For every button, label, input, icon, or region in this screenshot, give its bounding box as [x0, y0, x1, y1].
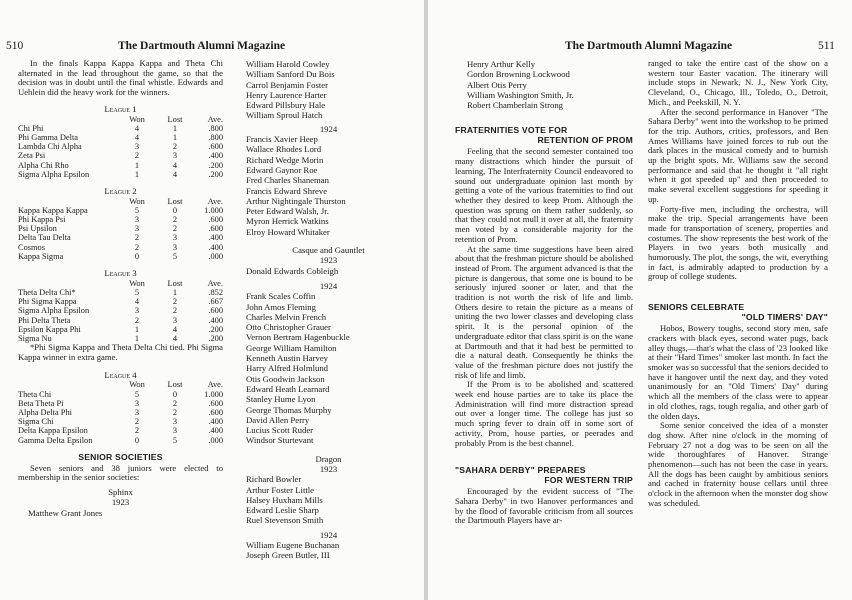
average: .200 [208, 333, 223, 343]
table-row [18, 252, 223, 261]
won-count: 3 [134, 215, 140, 225]
won-count: 0 [134, 251, 140, 261]
league-table [18, 115, 223, 179]
member-name: William Sproul Hatch [246, 110, 323, 121]
won-count: 2 [134, 233, 140, 243]
seniors-paragraph-2: Some senior conceived the idea of a monster dog show. After nine o'clock in the morning of February 27 not a dog was to be seen on all the wide thoroughfares of Hanover. Strange phenomenon—such has not been the case in years. All the dogs has been caught by ambitious seniors and cached in fraternity house cellars until three o'clock in the afternoon when the monster dog show was scheduled. [648, 420, 828, 508]
column-header: Won [129, 278, 145, 288]
dragon-year-1924: 1924 [319, 529, 338, 540]
member-name: Gordon Browning Lockwood [467, 69, 570, 80]
won-count: 3 [134, 306, 140, 316]
lost-count: 2 [172, 306, 178, 316]
team-name: Gamma Delta Epsilon [18, 435, 93, 445]
seniors-heading-line-1: SENIORS CELEBRATE [648, 302, 745, 313]
lost-count: 4 [172, 324, 178, 334]
team-name: Alpha Delta Phi [18, 407, 72, 417]
lost-count: 2 [172, 224, 178, 234]
table-row [18, 436, 223, 445]
member-name: Henry Arthur Kelly [467, 59, 536, 69]
member-name: Fred Charles Shaneman [246, 175, 329, 186]
left-column-1 [18, 59, 223, 518]
team-name: Sigma Alpha Epsilon [18, 169, 90, 179]
average: .400 [208, 417, 223, 427]
lost-count: 3 [172, 151, 178, 161]
table-row [18, 133, 223, 142]
won-count: 5 [134, 389, 140, 399]
average: 1.000 [204, 389, 223, 399]
sphinx-title: Sphinx [108, 487, 133, 498]
lost-count: 4 [172, 333, 178, 343]
right-column-1 [455, 59, 633, 526]
member-name: Albert Otis Perry [467, 79, 527, 90]
won-count: 2 [134, 242, 140, 252]
right-column-2 [648, 59, 828, 509]
league-title: League 4 [104, 369, 137, 380]
senior-societies-paragraph: Seven seniors and 38 juniors were elected to membership in the senior societies: [18, 462, 223, 483]
won-count: 1 [134, 333, 140, 343]
lost-count: 1 [172, 132, 178, 142]
prom-paragraph-2: At the same time suggestions have been aired about that the freshman picture should be abolished instead of Prom. The argument advanced is that the picture is dangerous, that some one is bound to be seriously injured sooner or later, and that the tradition is not worth the risk of life and limb. Others desire to retain the picture as a means of uniting the two lower classes and developing class spirit. It is the personal opinion of the undergraduate editor that class spirit is on the wane at Dartmouth and that it had best be permitted to die a natural death. Consequently he thinks the value of the freshman picture does not justify the risk of life and limb. [455, 243, 633, 380]
table-row [18, 325, 223, 334]
lost-count: 3 [172, 315, 178, 325]
average: .200 [208, 169, 223, 179]
team-name: Delta Tau Delta [18, 233, 71, 243]
column-header: Ave. [207, 278, 223, 288]
won-count: 1 [134, 324, 140, 334]
won-count: 5 [134, 205, 140, 215]
lost-count: 1 [172, 287, 178, 297]
team-name: Phi Gamma Delta [18, 132, 79, 142]
won-count: 1 [134, 160, 140, 170]
team-name: Chi Phi [18, 123, 44, 133]
member-name: Peter Edward Walsh, Jr. [246, 206, 329, 217]
won-count: 1 [134, 169, 140, 179]
table-row [18, 124, 223, 133]
average: .400 [208, 151, 223, 161]
casque-year-1923: 1923 [319, 255, 338, 266]
lost-count: 2 [172, 142, 178, 152]
column-header: Lost [167, 196, 183, 206]
member-name: Henry Laurence Harter [246, 89, 327, 100]
member-name: Harry Alfred Holmlund [246, 363, 329, 374]
member-name: Edward Gaynor Roe [246, 164, 318, 175]
sphinx-year-1923: 1923 [111, 497, 130, 508]
won-count: 2 [134, 151, 140, 161]
lost-count: 0 [172, 205, 178, 215]
team-name: Psi Upsilon [18, 224, 57, 234]
table-row [18, 243, 223, 252]
league-title: League 2 [104, 185, 137, 196]
lost-count: 5 [172, 251, 178, 261]
table-row [18, 306, 223, 315]
team-name: Phi Delta Theta [18, 315, 71, 325]
column-header: Ave. [207, 196, 223, 206]
member-name: Elroy Howard Whitaker [246, 226, 330, 237]
member-name: Ruel Stevenson Smith [246, 515, 324, 526]
league-standings [18, 105, 223, 445]
member-name: Wallace Rhodes Lord [246, 144, 322, 155]
league-title: League 1 [104, 103, 137, 114]
lost-count: 4 [172, 160, 178, 170]
table-row [18, 215, 223, 224]
average: .200 [208, 324, 223, 334]
table-row [18, 316, 223, 325]
table-row [18, 297, 223, 306]
right-running-head: The Dartmouth Alumni Magazine [565, 40, 733, 52]
average: .200 [208, 160, 223, 170]
prom-paragraph-1: Feeling that the second semester contained too many distractions which hinder the pursuit of learning, The Interfraternity Council endeavored to sound out undergraduate opinion last month by getting a vote of the various fraternities to find out whether they desired to keep Prom. Although the question was sprung on them rather suddenly, so that they could not mull it over at all, the fraternity men voted by a considerable majority for the retention of Prom. [455, 146, 633, 244]
team-column-header [18, 380, 118, 389]
member-name: Lucius Scott Ruder [246, 425, 314, 436]
average: .400 [208, 242, 223, 252]
league-header-row [18, 380, 223, 389]
won-count: 3 [134, 142, 140, 152]
member-name: Otto Christopher Grauer [246, 322, 331, 333]
member-name: Vernon Bertram Hagenbuckle [246, 332, 350, 343]
won-count: 2 [134, 417, 140, 427]
lost-count: 2 [172, 215, 178, 225]
league-header-row [18, 197, 223, 206]
member-name: Carrol Benjamin Foster [246, 79, 329, 90]
member-name: Edward Pillsbury Hale [246, 100, 326, 111]
average: .000 [208, 251, 223, 261]
member-name: Charles Melvin French [246, 311, 327, 322]
won-count: 5 [134, 287, 140, 297]
casque-1924-list [246, 291, 411, 445]
sphinx-1924-list [246, 134, 411, 237]
team-name: Phi Sigma Kappa [18, 297, 77, 307]
team-name: Sigma Alpha Epsilon [18, 306, 90, 316]
dragon-year-1923: 1923 [319, 463, 338, 474]
won-count: 4 [134, 297, 140, 307]
derby-paragraph-3: Forty-five men, including the orchestra, will make the trip. Special arrangements have been made for transportation of scenery, properties and costumes. The show represents the best work of the Players in two years both musically and humorously. The plot, the songs, the wit, everything in fact, is admirably adapted to production by a group of college students. [648, 203, 828, 282]
seniors-heading-line-2: "OLD TIMERS' DAY" [741, 312, 828, 323]
member-name: Myron Herrick Watkins [246, 216, 329, 227]
member-name: Richard Wedge Morin [246, 154, 324, 165]
team-name: Sigma Nu [18, 333, 52, 343]
member-name: Francis Edward Shreve [246, 185, 328, 196]
average: .400 [208, 426, 223, 436]
won-count: 3 [134, 398, 140, 408]
member-name: Windsor Sturtevant [246, 435, 314, 446]
lost-count: 3 [172, 233, 178, 243]
member-name: Arthur Nightingale Thurston [246, 195, 346, 206]
team-name: Cosmos [18, 242, 45, 252]
table-row [18, 161, 223, 170]
table-row [18, 390, 223, 399]
dragon-1924-list [246, 540, 411, 561]
team-name: Beta Theta Pi [18, 398, 64, 408]
lost-count: 3 [172, 426, 178, 436]
average: .400 [208, 233, 223, 243]
column-header: Won [129, 114, 145, 124]
team-name: Delta Kappa Epsilon [18, 426, 88, 436]
member-name: David Allen Perry [246, 414, 310, 425]
dragon-title: Dragon [315, 453, 342, 464]
derby-paragraph-2: After the second performance in Hanover "The Sahara Derby" went into the workshop to be primed for the trip. Authors, critics, professors, and Ben Ames Williams have joined forces to rub out the dark places in the musical comedy and to burnish up the bright spots. Mr. Williams saw the second performance and said that he thought it "all right when it got speeded up" and then proceeded to make several excellent suggestions for speeding it up. [648, 106, 828, 204]
table-row [18, 142, 223, 151]
dragon-1923-list [246, 474, 411, 525]
team-column-header [18, 115, 118, 124]
derby-heading-line-2: FOR WESTERN TRIP [544, 475, 633, 486]
member-name: William Eugene Buchanan [246, 540, 340, 551]
member-name: Donald Edwards Cobleigh [246, 265, 339, 276]
table-row [18, 151, 223, 160]
won-count: 2 [134, 426, 140, 436]
table-row [18, 233, 223, 242]
member-name: Joseph Green Butler, III [246, 550, 330, 561]
average: .600 [208, 224, 223, 234]
column-header: Won [129, 380, 145, 390]
average: .800 [208, 132, 223, 142]
league-table [18, 197, 223, 261]
member-name: George Thomas Murphy [246, 404, 332, 415]
derby-heading-line-1: "SAHARA DERBY" PREPARES [455, 465, 586, 476]
member-name: Halsey Huxham Mills [246, 494, 323, 505]
team-name: Zeta Psi [18, 151, 46, 161]
member-name: Edward Heath Learnard [246, 383, 330, 394]
prom-heading-line-1: FRATERNITIES VOTE FOR [455, 125, 568, 136]
member-name: Richard Bowler [246, 474, 302, 485]
lost-count: 2 [172, 407, 178, 417]
finals-paragraph: In the finals Kappa Kappa Kappa and Theta Chi alternated in the lead throughout the game, so that the decision was in doubt until the final whistle. Edwards and Uehlein did the heavy work for the winners. [18, 58, 223, 98]
league-header-row [18, 279, 223, 288]
lost-count: 2 [172, 398, 178, 408]
average: .000 [208, 435, 223, 445]
member-name: John Amos Fleming [246, 301, 316, 312]
table-row [18, 408, 223, 417]
column-header: Lost [167, 278, 183, 288]
won-count: 0 [134, 435, 140, 445]
right-page [428, 0, 852, 600]
league-footnote: *Phi Sigma Kappa and Theta Delta Chi tied. Phi Sigma Kappa winner in extra game. [18, 342, 223, 362]
team-name: Alpha Chi Rho [18, 160, 69, 170]
average: .600 [208, 407, 223, 417]
average: .600 [208, 306, 223, 316]
table-row [18, 417, 223, 426]
lost-count: 2 [172, 297, 178, 307]
average: .600 [208, 142, 223, 152]
won-count: 4 [134, 132, 140, 142]
left-page [0, 0, 424, 600]
sphinx-year-1924: 1924 [319, 123, 338, 134]
won-count: 3 [134, 407, 140, 417]
senior-societies-heading: SENIOR SOCIETIES [78, 451, 163, 462]
table-row [18, 399, 223, 408]
member-name: William Sanford Du Bois [246, 69, 335, 80]
team-column-header [18, 197, 118, 206]
member-name: Frank Scales Coffin [246, 291, 316, 302]
team-name: Kappa Kappa Kappa [18, 205, 88, 215]
lost-count: 3 [172, 417, 178, 427]
casque-year-1924: 1924 [319, 280, 338, 291]
won-count: 4 [134, 123, 140, 133]
average: .600 [208, 398, 223, 408]
lost-count: 0 [172, 389, 178, 399]
member-name: Robert Chamberlain Strong [467, 100, 564, 111]
member-name: William Washington Smith, Jr. [467, 89, 574, 100]
seniors-paragraph-1: Hobos, Bowery toughs, second story men, safe crackers with black eyes, second water pugs, back alley thugs,—that's what the class of '23 looked like at their "Hard Times" smoker last month. In fact the smoker was so successful that the seniors decided to have it hangover until the next day, and they voted unanimously for an "Old Timers' Day" during which all the members of the class were to appear in old clothes, rags, tough regalia, and other garb of the olden days. [648, 323, 828, 421]
derby-paragraph-1: Encouraged by the evident success of "The Sahara Derby" in two Hanover performances and by the flood of favorable criticism from all sources the Dartmouth Players have ar- [455, 486, 633, 526]
lost-count: 4 [172, 169, 178, 179]
casque-gauntlet-title: Casque and Gauntlet [292, 245, 365, 256]
league-header-row [18, 115, 223, 124]
sphinx-first-member: Matthew Grant Jones [28, 507, 103, 518]
left-column-2 [246, 59, 411, 561]
average: 1.000 [204, 205, 223, 215]
prom-paragraph-3: If the Prom is to be abolished and scattered week end house parties are to take its place the Administration will find more distraction spread out over a longer time. The college has just so much spring fever to drain off in some sort of activity. Prom, house parties, or peerades and probably Prom is the best channel. [455, 379, 633, 448]
member-name: Otis Goodwin Jackson [246, 373, 325, 384]
average: .852 [208, 287, 223, 297]
member-name: Stanley Hume Lyon [246, 394, 316, 405]
league-table [18, 279, 223, 343]
dragon-1924-continued-list [467, 59, 633, 110]
left-running-head: The Dartmouth Alumni Magazine [118, 40, 286, 52]
column-header: Lost [167, 380, 183, 390]
casque-1923-list [246, 266, 411, 276]
team-name: Phi Kappa Psi [18, 215, 66, 225]
team-name: Sigma Chi [18, 417, 54, 427]
table-row [18, 224, 223, 233]
column-header: Ave. [207, 114, 223, 124]
derby-continued-paragraph: ranged to take the entire cast of the show on a western tour Easter vacation. The itinerary will include stops in Newark, N. J., New York City, Cleveland, O., Chicago, Ill., Toledo, O., Detroit, Mich., and Peekskill, N. Y. [648, 58, 828, 107]
lost-count: 3 [172, 242, 178, 252]
prom-heading-line-2: RETENTION OF PROM [537, 135, 633, 146]
average: .800 [208, 123, 223, 133]
won-count: 2 [134, 315, 140, 325]
column-header: Lost [167, 114, 183, 124]
average: .600 [208, 215, 223, 225]
league-table [18, 380, 223, 444]
table-row [18, 288, 223, 297]
league-title: League 3 [104, 268, 137, 279]
sphinx-1923-list [246, 59, 411, 121]
team-name: Epsilon Kappa Phi [18, 324, 81, 334]
team-name: Theta Chi [18, 389, 52, 399]
column-header: Won [129, 196, 145, 206]
member-name: William Harold Cowley [246, 59, 330, 69]
column-header: Ave. [207, 380, 223, 390]
right-page-number: 511 [818, 40, 835, 52]
left-page-number: 510 [6, 40, 24, 52]
table-row [18, 206, 223, 215]
member-name: Francis Xavier Heep [246, 134, 318, 145]
team-column-header [18, 279, 118, 288]
won-count: 3 [134, 224, 140, 234]
team-name: Kappa Sigma [18, 251, 64, 261]
team-name: Lambda Chi Alpha [18, 142, 82, 152]
member-name: Arthur Foster Little [246, 484, 315, 495]
member-name: Edward Leslie Sharp [246, 505, 319, 516]
average: .667 [208, 297, 223, 307]
lost-count: 5 [172, 435, 178, 445]
team-name: Theta Delta Chi* [18, 287, 76, 297]
lost-count: 1 [172, 123, 178, 133]
average: .400 [208, 315, 223, 325]
member-name: Kenneth Austin Harvey [246, 353, 329, 364]
table-row [18, 426, 223, 435]
table-row [18, 170, 223, 179]
member-name: George William Hamilton [246, 342, 337, 353]
